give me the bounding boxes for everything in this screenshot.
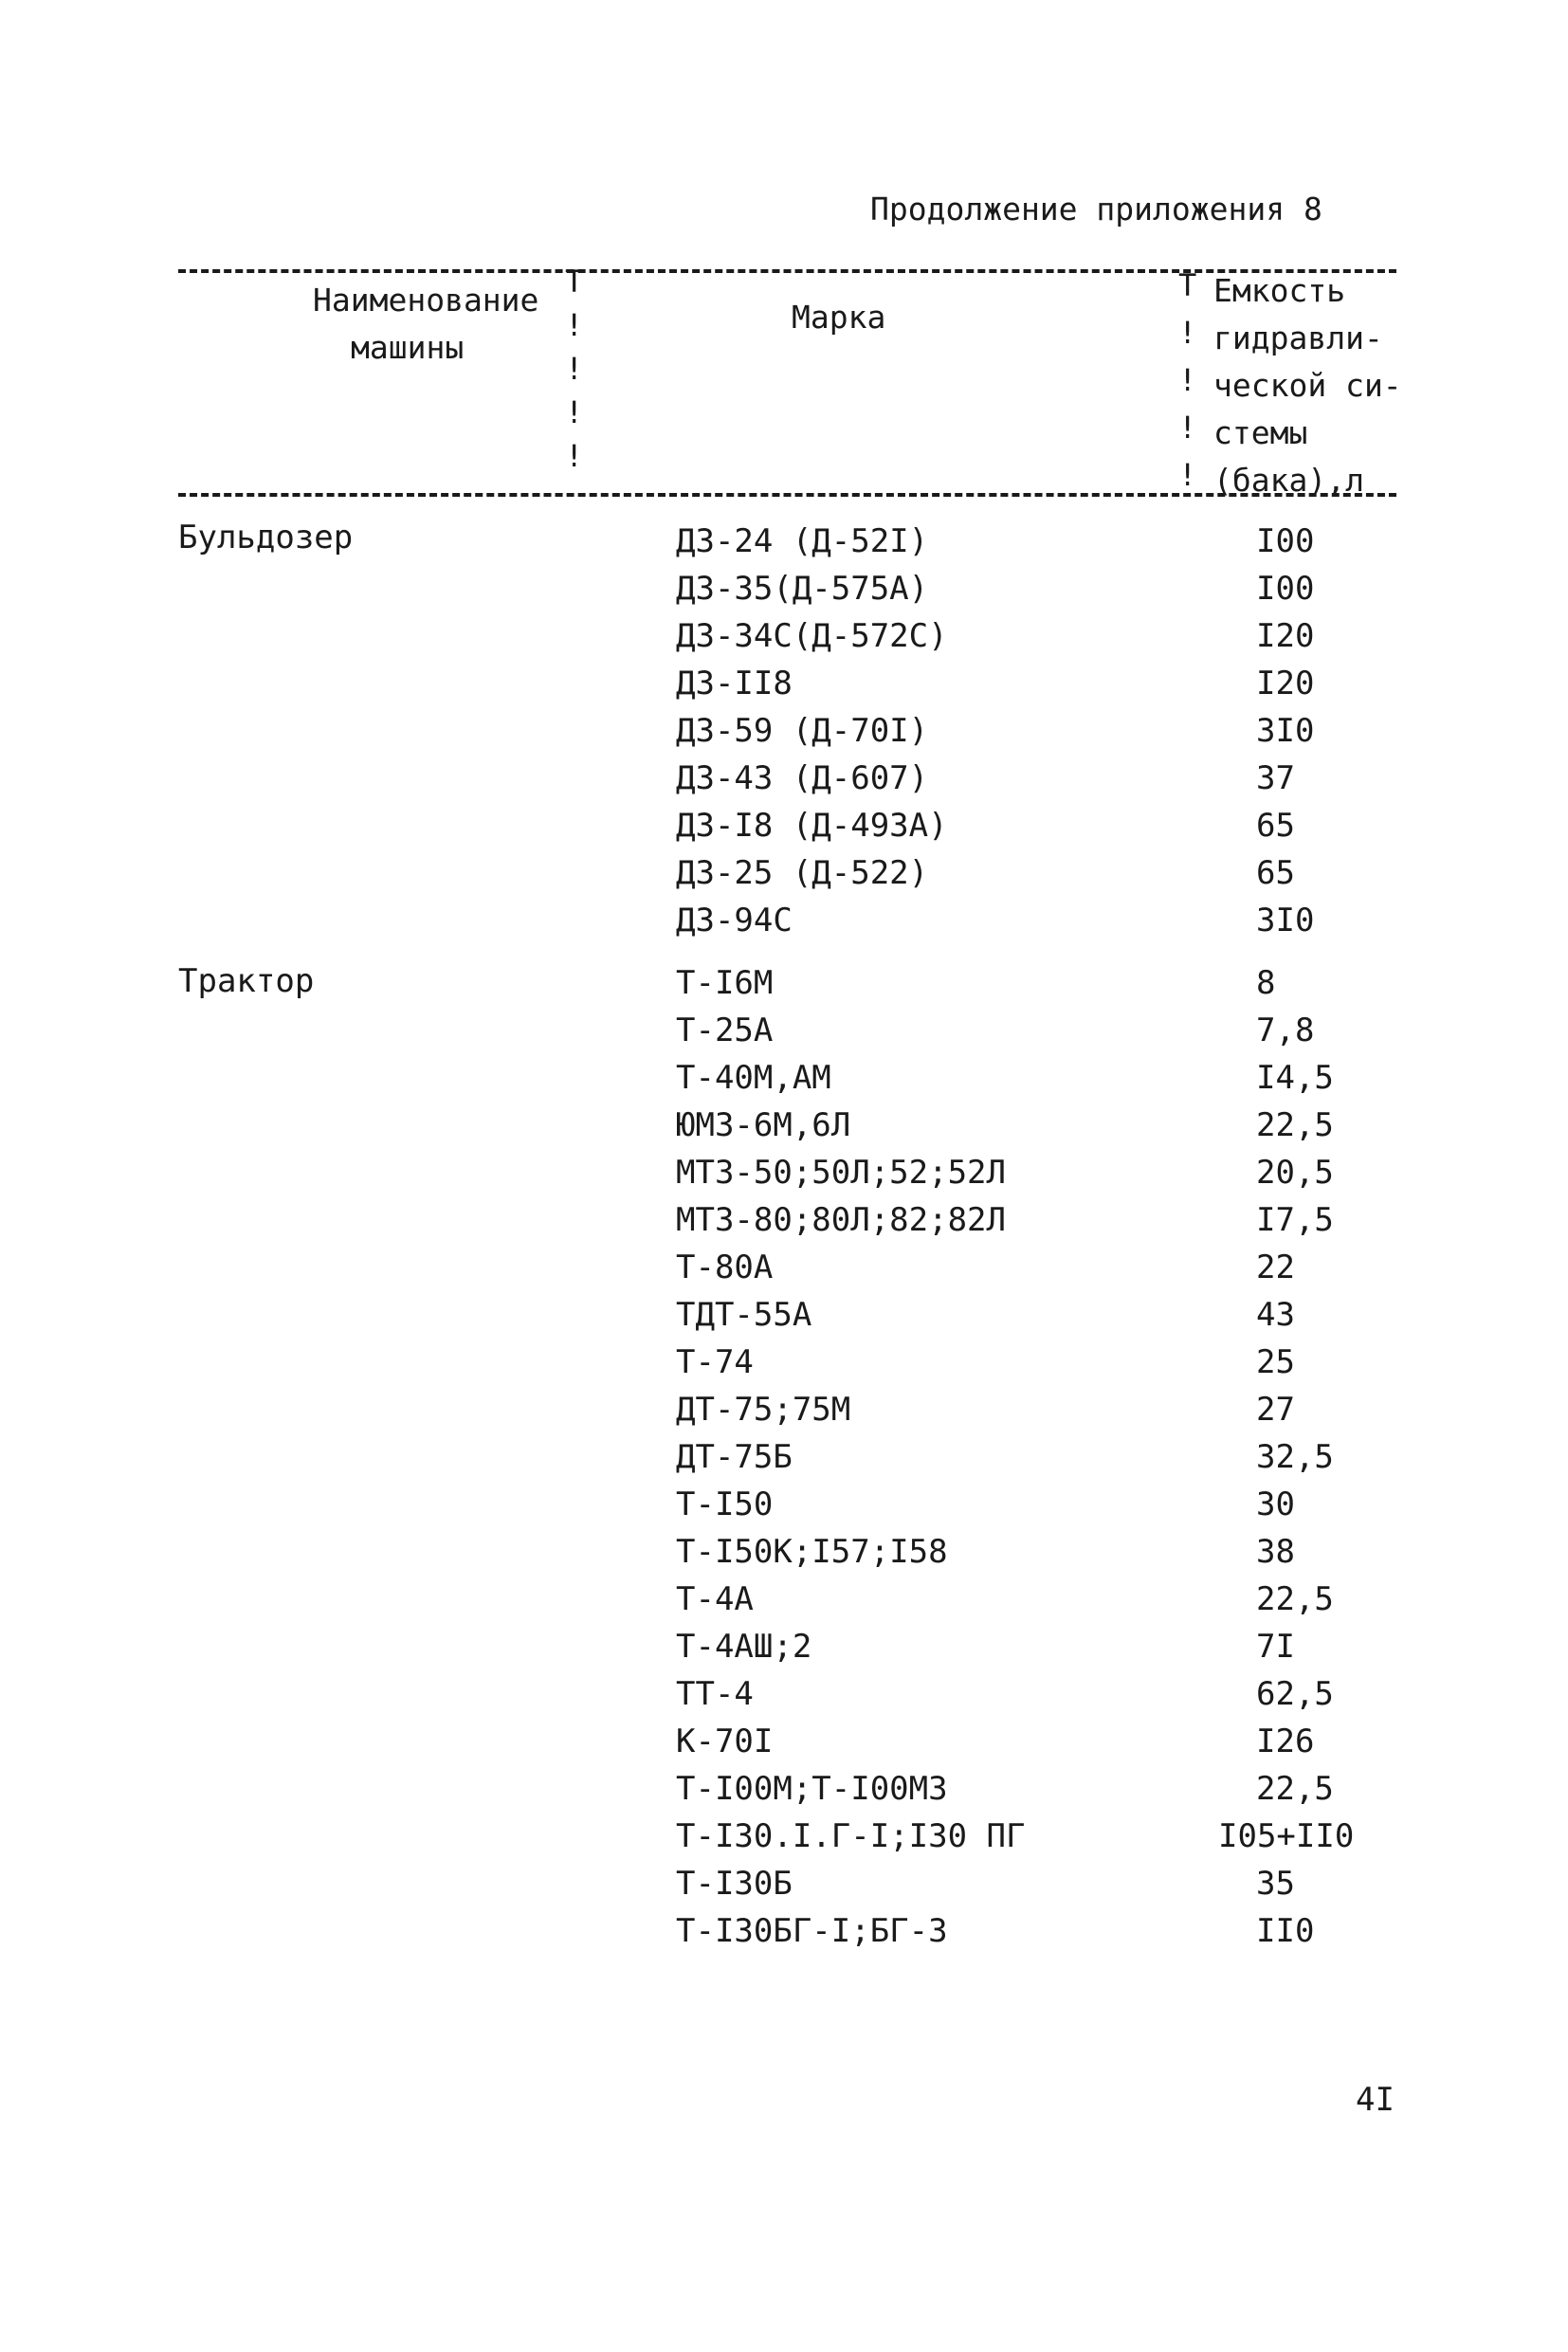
table-row [0,897,1568,944]
capacity-cell: I26 [1256,1723,1315,1760]
table-row [0,612,1568,660]
column-header-capacity-line3: ческой си- [1213,367,1402,404]
table-row [0,1670,1568,1718]
mark-cell: Т-I30БГ-I;БГ-3 [676,1912,948,1950]
group-label-bulldozer: Бульдозер [178,519,354,556]
mark-cell: ДЗ-25 (Д-522) [676,854,929,892]
table-row [0,1765,1568,1813]
column-header-capacity-line5: (бака),л [1213,462,1364,499]
mark-cell: ДЗ-35(Д-575А) [676,570,929,608]
capacity-cell: 20,5 [1256,1154,1334,1192]
table-row [0,1718,1568,1765]
table-row [0,755,1568,802]
mark-cell: ДЗ-I8 (Д-493А) [676,807,948,845]
table-row [0,660,1568,707]
table-row [0,1481,1568,1528]
mark-cell: ДЗ-94С [676,902,793,939]
mark-cell: МТЗ-80;80Л;82;82Л [676,1201,1006,1239]
mark-cell: Т-40М,АМ [676,1059,831,1097]
table-row [0,1149,1568,1196]
capacity-cell: 3I0 [1256,712,1315,750]
table-header-rule [178,493,1396,497]
capacity-cell: 32,5 [1256,1438,1334,1476]
page-heading: Продолжение приложения 8 [870,191,1322,228]
table-row [0,1244,1568,1291]
mark-cell: ТТ-4 [676,1675,754,1713]
mark-cell: Т-I50К;I57;I58 [676,1533,948,1571]
mark-cell: МТЗ-50;50Л;52;52Л [676,1154,1006,1192]
mark-cell: К-70I [676,1723,774,1760]
table-row [0,1291,1568,1339]
capacity-cell: 38 [1256,1533,1295,1571]
table-row [0,565,1568,612]
capacity-cell: 30 [1256,1486,1295,1523]
capacity-cell: I00 [1256,522,1315,560]
table-row [0,1102,1568,1149]
mark-cell: Т-4АШ;2 [676,1628,812,1666]
capacity-cell: II0 [1256,1912,1315,1950]
capacity-cell: 7I [1256,1628,1295,1666]
capacity-cell: I00 [1256,570,1315,608]
capacity-cell: 22,5 [1256,1770,1334,1808]
column-separator-2: T ! ! ! ! [1178,267,1197,493]
mark-cell: Т-I30Б [676,1865,793,1903]
mark-cell: Т-I00М;Т-I00МЗ [676,1770,948,1808]
table-row [0,849,1568,897]
mark-cell: ДЗ-24 (Д-52I) [676,522,929,560]
capacity-cell: 22 [1256,1249,1295,1286]
mark-cell: Т-I6М [676,964,774,1002]
capacity-cell: 22,5 [1256,1580,1334,1618]
mark-cell: ДТ-75;75М [676,1391,851,1429]
column-header-name-line1: Наименование [313,282,539,319]
column-header-mark: Марка [792,299,886,336]
capacity-cell: I7,5 [1256,1201,1334,1239]
column-header-capacity-line1: Емкость [1213,272,1346,309]
capacity-cell: I20 [1256,665,1315,702]
mark-cell: ДЗ-34С(Д-572С) [676,617,948,655]
table-row [0,1860,1568,1907]
mark-cell: ТДТ-55А [676,1296,812,1334]
mark-cell: ДТ-75Б [676,1438,793,1476]
capacity-cell: 43 [1256,1296,1295,1334]
capacity-cell: 65 [1256,854,1295,892]
mark-cell: Т-74 [676,1343,754,1381]
mark-cell: ДЗ-59 (Д-70I) [676,712,929,750]
capacity-cell: 27 [1256,1391,1295,1429]
mark-cell: Т-80А [676,1249,774,1286]
capacity-cell: 8 [1256,964,1276,1002]
table-row [0,802,1568,849]
table-row [0,1339,1568,1386]
capacity-cell: 37 [1256,759,1295,797]
table-row [0,1007,1568,1054]
table-row [0,959,1568,1007]
capacity-cell: I20 [1256,617,1315,655]
table-row [0,1813,1568,1860]
mark-cell: Т-I50 [676,1486,774,1523]
table-row [0,1623,1568,1670]
table-row [0,1054,1568,1102]
capacity-cell: 65 [1256,807,1295,845]
capacity-cell: 35 [1256,1865,1295,1903]
capacity-cell: I4,5 [1256,1059,1334,1097]
column-header-capacity-line4: стемы [1213,414,1308,451]
table-row [0,1528,1568,1576]
column-separator-1: T ! ! ! ! [565,264,584,474]
column-header-capacity-line2: гидравли- [1213,319,1383,356]
mark-cell: Т-25А [676,1012,774,1049]
mark-cell: ДЗ-43 (Д-607) [676,759,929,797]
page-number: 4I [1356,2081,1395,2119]
capacity-cell: 3I0 [1256,902,1315,939]
table-row [0,518,1568,565]
capacity-cell: 62,5 [1256,1675,1334,1713]
group-label-tractor: Трактор [178,962,315,1000]
mark-cell: ДЗ-II8 [676,665,793,702]
column-header-name-line2: машины [351,329,465,366]
mark-cell: Т-I30.I.Г-I;I30 ПГ [676,1817,1026,1855]
capacity-cell: I05+II0 [1218,1817,1355,1855]
mark-cell: ЮМЗ-6М,6Л [676,1106,851,1144]
table-row [0,707,1568,755]
table-row [0,1907,1568,1955]
table-row [0,1196,1568,1244]
capacity-cell: 22,5 [1256,1106,1334,1144]
capacity-cell: 25 [1256,1343,1295,1381]
capacity-cell: 7,8 [1256,1012,1315,1049]
table-row [0,1576,1568,1623]
table-row [0,1433,1568,1481]
mark-cell: Т-4А [676,1580,754,1618]
table-row [0,1386,1568,1433]
